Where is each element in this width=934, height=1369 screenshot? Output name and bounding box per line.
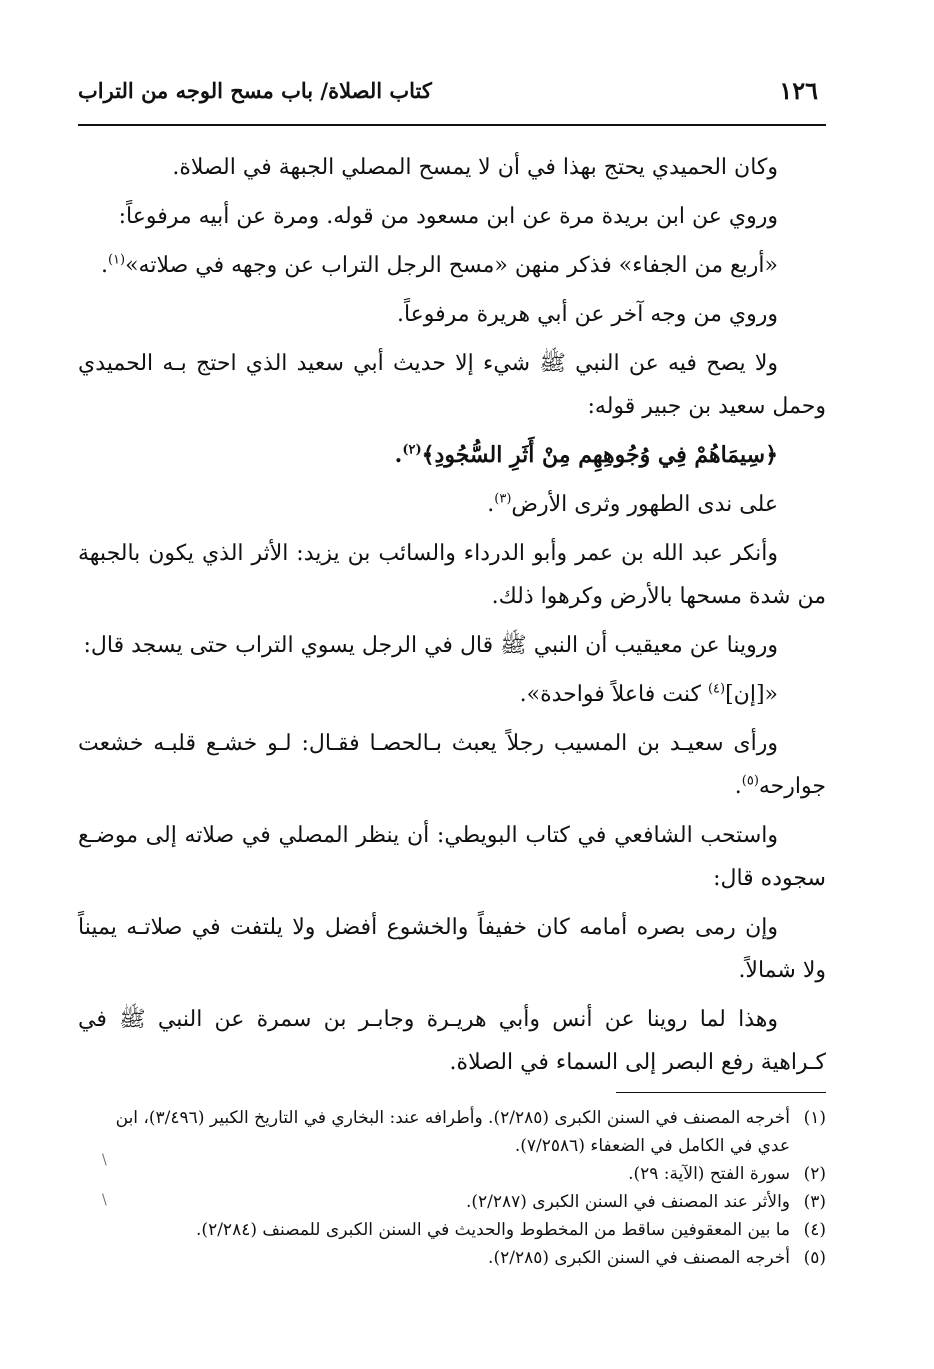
paragraph-3 bbox=[78, 244, 826, 287]
footnote-text: أخرجه المصنف في السنن الكبرى (٢/٢٨٥). bbox=[488, 1248, 790, 1268]
footnote-2 bbox=[78, 1160, 826, 1188]
footnote-number: (٤) bbox=[803, 1220, 826, 1240]
interpretation-text: على ندى الطهور وثرى الأرض bbox=[511, 492, 778, 517]
page-header bbox=[78, 70, 826, 126]
paragraph-5: ولا يصح فيه عن النبي ﷺ شيء إلا حديث أبي سعيد الذي احتج بـه الحميدي وحمل سعيد بن جبير قوله: bbox=[78, 351, 826, 419]
footnote-text: ما بين المعقوفين ساقط من المخطوط والحديث في السنن الكبرى للمصنف (٢/٢٨٤). bbox=[196, 1220, 790, 1240]
footnote-ref-3[interactable]: (٣) bbox=[494, 491, 512, 507]
footnote-text: أخرجه المصنف في السنن الكبرى (٢/٢٨٥). وأطرافه عند: البخاري في التاريخ الكبير (٣/٤٩٦)، ابن عدي في الكامل في الضعفاء (٧/٢٥٨٦). bbox=[115, 1108, 790, 1156]
main-text bbox=[78, 146, 826, 1090]
paragraph-end: . bbox=[734, 774, 742, 799]
paragraph-4: وروي من وجه آخر عن أبي هريرة مرفوعاً. bbox=[396, 302, 778, 327]
footnote-divider bbox=[616, 1092, 826, 1093]
paragraph-2: وروي عن ابن بريدة مرة عن ابن مسعود من قوله. ومرة عن أبيه مرفوعاً: bbox=[118, 204, 778, 229]
footnotes bbox=[78, 1104, 826, 1272]
paragraph-12: واستحب الشافعي في كتاب البويطي: أن ينظر المصلي في صلاته إلى موضـع سجوده قال: bbox=[78, 823, 826, 891]
footnote-number: (٥) bbox=[803, 1248, 826, 1268]
quran-verse bbox=[78, 434, 826, 477]
paragraph-end: . bbox=[394, 442, 403, 468]
footnote-ref-1[interactable]: (١) bbox=[107, 252, 126, 268]
footnote-number: (٣) bbox=[803, 1192, 826, 1212]
footnote-ref-2[interactable]: (٢) bbox=[402, 442, 422, 458]
scan-mark: \ bbox=[102, 1192, 107, 1208]
paragraph-7 bbox=[78, 483, 826, 526]
verse-text: ﴿سِيمَاهُمْ فِي وُجُوهِهِم مِنْ أَثَرِ السُّجُودِ﴾ bbox=[421, 442, 778, 468]
scan-mark: \ bbox=[102, 1152, 107, 1168]
footnote-ref-5[interactable]: (٥) bbox=[741, 773, 759, 789]
footnote-number: (١) bbox=[803, 1108, 826, 1128]
hadith-quote: «أربع من الجفاء» فذكر منهن «مسح الرجل التراب عن وجهه في صلاته» bbox=[125, 253, 778, 278]
paragraph-end: . bbox=[487, 492, 495, 517]
page-number: ١٢٦ bbox=[779, 76, 818, 105]
footnote-ref-4[interactable]: (٤) bbox=[707, 681, 726, 697]
paragraph-9: وروينا عن معيقيب أن النبي ﷺ قال في الرجل يسوي التراب حتى يسجد قال: bbox=[83, 633, 778, 658]
footnote-text: سورة الفتح (الآية: ٢٩). bbox=[628, 1164, 790, 1184]
footnote-number: (٢) bbox=[803, 1164, 826, 1184]
book-page bbox=[78, 70, 826, 1330]
footnote-3 bbox=[78, 1188, 826, 1216]
hadith-start: «[إن] bbox=[725, 682, 778, 707]
paragraph-11 bbox=[78, 722, 826, 808]
paragraph-end: . bbox=[100, 253, 108, 278]
narration-text: ورأى سعيـد بن المسيب رجلاً يعبث بـالحصـا فقـال: لـو خشـع قلبـه خشعت جوارحه bbox=[78, 731, 826, 799]
paragraph-14: وهذا لما روينا عن أنس وأبي هريـرة وجابـر بن سمرة عن النبي ﷺ في كـراهية رفع البصر إلى السماء في الصلاة. bbox=[78, 1007, 826, 1075]
paragraph-13: وإن رمى بصره أمامه كان خفيفاً والخشوع أفضل ولا يلتفت في صلاتـه يميناً ولا شمالاً. bbox=[78, 915, 826, 983]
footnote-1 bbox=[78, 1104, 826, 1160]
paragraph-10 bbox=[78, 673, 826, 716]
paragraph-8: وأنكر عبد الله بن عمر وأبو الدرداء والسائب بن يزيد: الأثر الذي يكون بالجبهة من شدة مسحها بالأرض وكرهوا ذلك. bbox=[78, 541, 826, 609]
footnote-5 bbox=[78, 1244, 826, 1272]
hadith-end: كنت فاعلاً فواحدة». bbox=[519, 682, 708, 707]
paragraph-1: وكان الحميدي يحتج بهذا في أن لا يمسح المصلي الجبهة في الصلاة. bbox=[172, 155, 778, 180]
footnote-text: والأثر عند المصنف في السنن الكبرى (٢/٢٨٧). bbox=[465, 1192, 790, 1212]
footnote-4 bbox=[78, 1216, 826, 1244]
running-title: كتاب الصلاة/ باب مسح الوجه من التراب bbox=[78, 78, 432, 103]
